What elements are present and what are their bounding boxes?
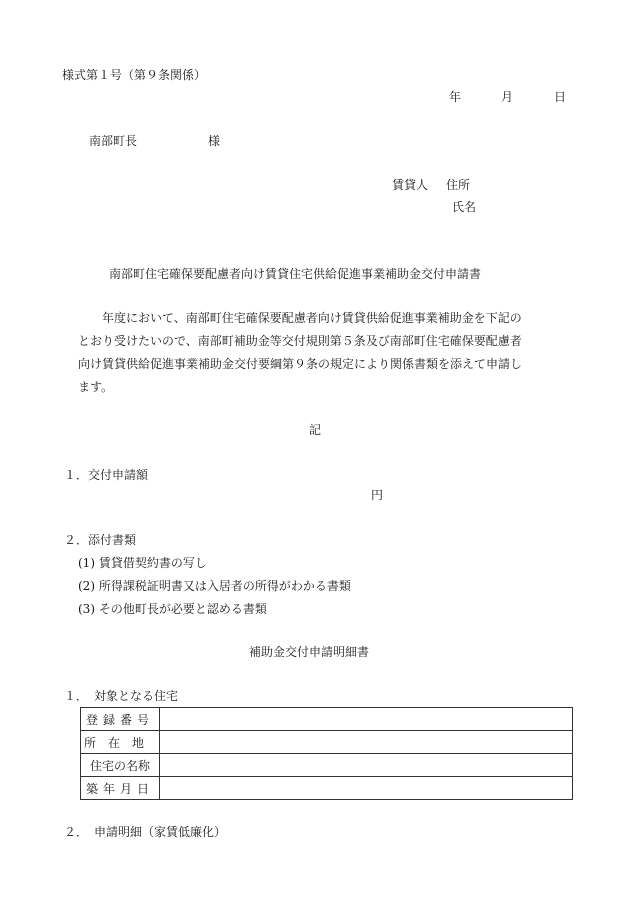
construction-date-field[interactable] [160,777,573,800]
section2-heading: ２．添付書類 [64,533,137,547]
body-line: ます。 [78,380,114,394]
detail-title: 補助金交付申請明細書 [249,645,370,659]
table-row [81,777,573,800]
body-line: とおり受けたいので、南部町補助金等交付規則第５条及び南部町住宅確保要配慮者 [78,334,522,348]
registration-number-field[interactable] [160,708,573,731]
location-field[interactable] [160,731,573,754]
form-number: 様式第１号（第９条関係） [62,68,207,82]
applicant-address-label: 住所 [446,178,471,192]
addressee-title: 南部町長 [89,134,138,148]
applicant-role: 賃貸人 [392,178,429,192]
section1-heading: １．交付申請額 [64,468,149,482]
attachment-item: (1) 賃貸借契約書の写し [78,556,207,570]
row-label-registration-number: 登録番号 [81,708,160,731]
date-month-label: 月 [501,90,514,104]
ki-marker: 記 [309,423,322,437]
detail-section1-heading: １． 対象となる住宅 [64,689,179,703]
date-day-label: 日 [554,90,567,104]
attachment-item: (3) その他町長が必要と認める書類 [78,602,267,616]
body-line: 年度において、南部町住宅確保要配慮者向け賃貸供給促進事業補助金を下記の [102,311,522,325]
row-label-housing-name: 住宅の名称 [81,754,160,777]
body-line: 向け賃貸供給促進事業補助金交付要綱第９条の規定により関係書類を添えて申請し [78,357,523,371]
addressee-honorific: 様 [208,134,221,148]
attachment-item: (2) 所得課税証明書又は入居者の所得がわかる書類 [78,579,351,593]
table-row [81,708,573,731]
housing-table [80,707,573,800]
row-label-construction-date: 築年月日 [81,777,160,800]
body-paragraph [78,307,578,399]
amount-unit: 円 [371,488,384,502]
date-year-label: 年 [449,90,462,104]
applicant-name-label: 氏名 [452,200,477,214]
document-title: 南部町住宅確保要配慮者向け賃貸住宅供給促進事業補助金交付申請書 [109,267,482,281]
row-label-location: 所在地 [81,731,160,754]
detail-section2-heading: ２． 申請明細（家賃低廉化） [64,825,227,839]
housing-name-field[interactable] [160,754,573,777]
table-row [81,731,573,754]
table-row [81,754,573,777]
